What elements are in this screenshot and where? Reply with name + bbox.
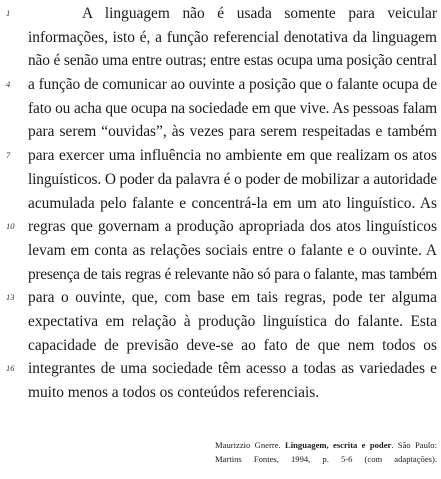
citation-line [215,452,437,466]
line-text: regras que governam a produção apropriada dos atos linguísticos [28,218,437,236]
line-number: 16 [6,363,15,374]
line-text: fato ou acha que ocupa na sociedade em que vive. As pessoas falam [28,99,437,117]
passage-line [6,357,437,381]
passage-line [28,263,437,287]
passage-line [28,168,437,192]
citation-author: Maurizzio Gnerre. [215,440,281,450]
line-text: não é senão uma entre outras; entre estas ocupa uma posição central [28,52,437,70]
citation-line [215,438,437,452]
passage-line [28,120,437,144]
line-text: capacidade de previsão deve-se ao fato de que nem todos os [28,336,437,354]
line-text: expectativa em relação à produção linguística do falante. Esta [28,312,437,330]
passage-line [28,381,437,405]
line-text: para exercer uma influência no ambiente em que realizam os atos [28,147,437,165]
line-number: 7 [6,150,11,161]
passage-line [28,49,437,73]
citation-title: Linguagem, escrita e poder [285,440,392,450]
passage-line [6,73,437,97]
line-number: 10 [6,221,15,232]
line-text: para serem “ouvidas”, às vezes para serem respeitadas e também [28,123,437,141]
line-text: acumulada pelo falante e concentrá-la em um ato linguístico. As [28,194,437,212]
line-number: 4 [6,79,11,90]
line-text: integrantes de uma sociedade têm acesso a todas as variedades e [28,360,437,378]
line-number: 13 [6,292,15,303]
passage-line [6,144,437,168]
line-text: linguísticos. O poder da palavra é o poder de mobilizar a autoridade [28,170,437,188]
passage-line [28,97,437,121]
line-text: a função de comunicar ao ouvinte a posição que o falante ocupa de [28,76,437,94]
line-text: levam em conta as relações sociais entre o falante e o ouvinte. A [28,241,437,259]
line-text: para o ouvinte, que, com base em tais regras, pode ter alguma [28,289,437,307]
passage-line [6,2,437,26]
line-text: A linguagem não é usada somente para veicular [82,5,437,22]
citation-rest: Martins Fontes, 1994, p. 5-6 (com adaptações). [215,454,437,464]
passage-line [28,192,437,216]
passage [6,2,437,405]
line-text: muito menos a todos os conteúdos referenciais. [28,384,320,401]
passage-line [28,26,437,50]
line-text: presença de tais regras é relevante não só para o falante, mas também [28,265,437,283]
passage-line [28,334,437,358]
passage-line [6,286,437,310]
line-text: informações, isto é, a função referencial denotativa da linguagem [28,28,437,46]
line-number: 1 [6,8,11,18]
passage-line [6,215,437,239]
citation-place: . São Paulo: [391,440,437,450]
citation [215,438,437,466]
passage-line [28,310,437,334]
passage-line [28,239,437,263]
